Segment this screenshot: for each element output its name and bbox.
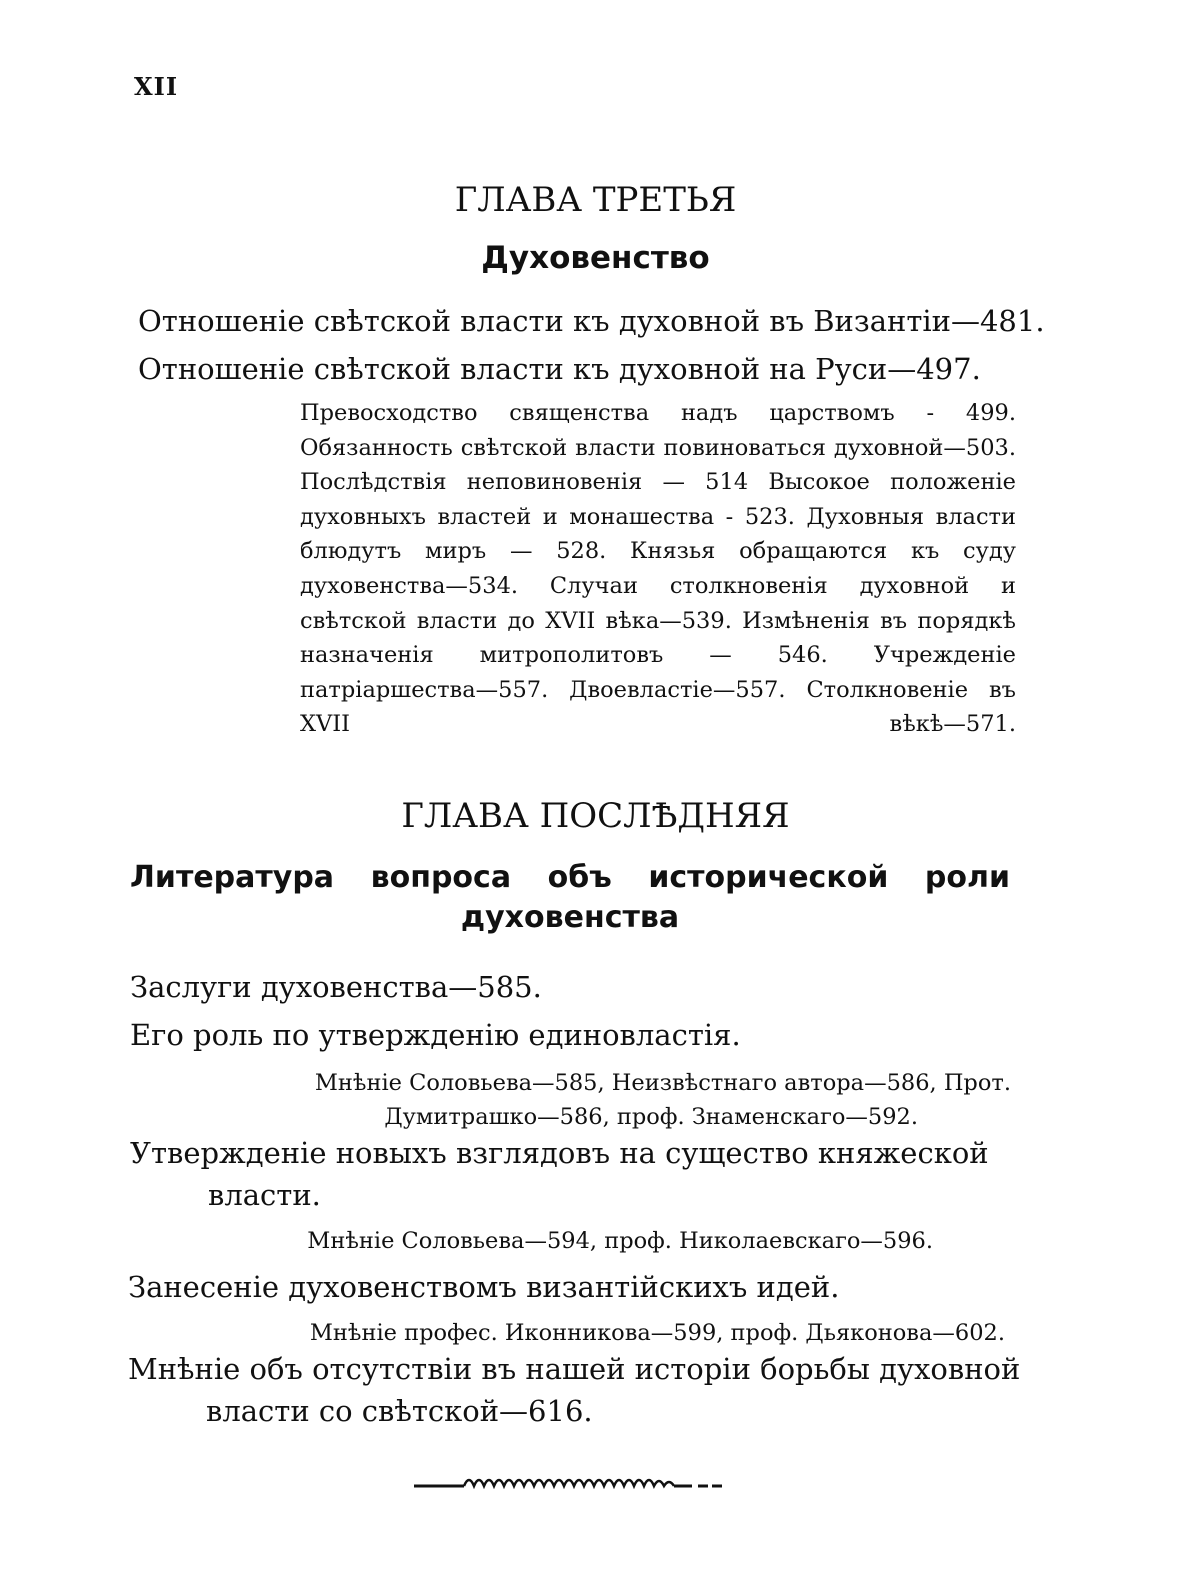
- entry-role: Его роль по утвержденію единовластія.: [130, 1018, 741, 1052]
- note-solovyev-1-line2: Думитрашко—586, проф. Знаменскаго—592.: [384, 1104, 918, 1130]
- chapter-three-summary-text: Превосходство священства надъ царствомъ - 499. Обязанность свѣтской власти повиноваться духовной—503. Послѣдствія неповиновенія — 514 Высокое положеніе духовныхъ властей и монашества - 523. Духовныя власти блюдутъ миръ — 528. Князья обращаются къ суду духовенства—534. Случаи столкновенія духовной и свѣтской власти до XVII вѣка—539. Измѣненія въ порядкѣ назначенія митрополитовъ — 546. Учрежденіе патріаршества—557. Двоевластіе—557. Столкновеніе въ XVII вѣкѣ—571.: [300, 400, 1016, 738]
- entry-absence-line2: власти со свѣтской—616.: [206, 1394, 593, 1428]
- chapter-three-heading: ГЛАВА ТРЕТЬЯ: [454, 180, 737, 220]
- entry-new-views-line1: Утвержденіе новыхъ взглядовъ на существо княжеской: [130, 1136, 989, 1170]
- last-chapter-title: Литература вопроса объ исторической роли духовенства: [130, 860, 1010, 935]
- entry-rus: Отношеніе свѣтской власти къ духовной на Руси—497.: [138, 352, 981, 386]
- note-solovyev-2: Мнѣніе Соловьева—594, проф. Николаевскаго—596.: [307, 1228, 933, 1254]
- entry-byzantium: Отношеніе свѣтской власти къ духовной въ Византіи—481.: [138, 304, 1045, 338]
- note-ikonnikov: Мнѣніе профес. Иконникова—599, проф. Дьяконова—602.: [309, 1320, 1005, 1346]
- chapter-three-summary: [300, 396, 1016, 742]
- entry-new-views-line2: власти.: [208, 1178, 321, 1212]
- page-number: XII: [134, 72, 179, 101]
- note-solovyev-1-line1: Мнѣніе Соловьева—585, Неизвѣстнаго автора—586, Прот.: [314, 1070, 1011, 1096]
- entry-merits: Заслуги духовенства—585.: [130, 970, 542, 1004]
- entry-absence-line1: Мнѣніе объ отсутствіи въ нашей исторіи борьбы духовной: [128, 1352, 1021, 1386]
- last-chapter-heading: ГЛАВА ПОСЛѢДНЯЯ: [401, 796, 790, 836]
- entry-byzantine-ideas: Занесеніе духовенствомъ византійскихъ идей.: [128, 1270, 840, 1304]
- chapter-three-title: Духовенство: [481, 240, 710, 276]
- wavy-line-ornament: [412, 1470, 724, 1498]
